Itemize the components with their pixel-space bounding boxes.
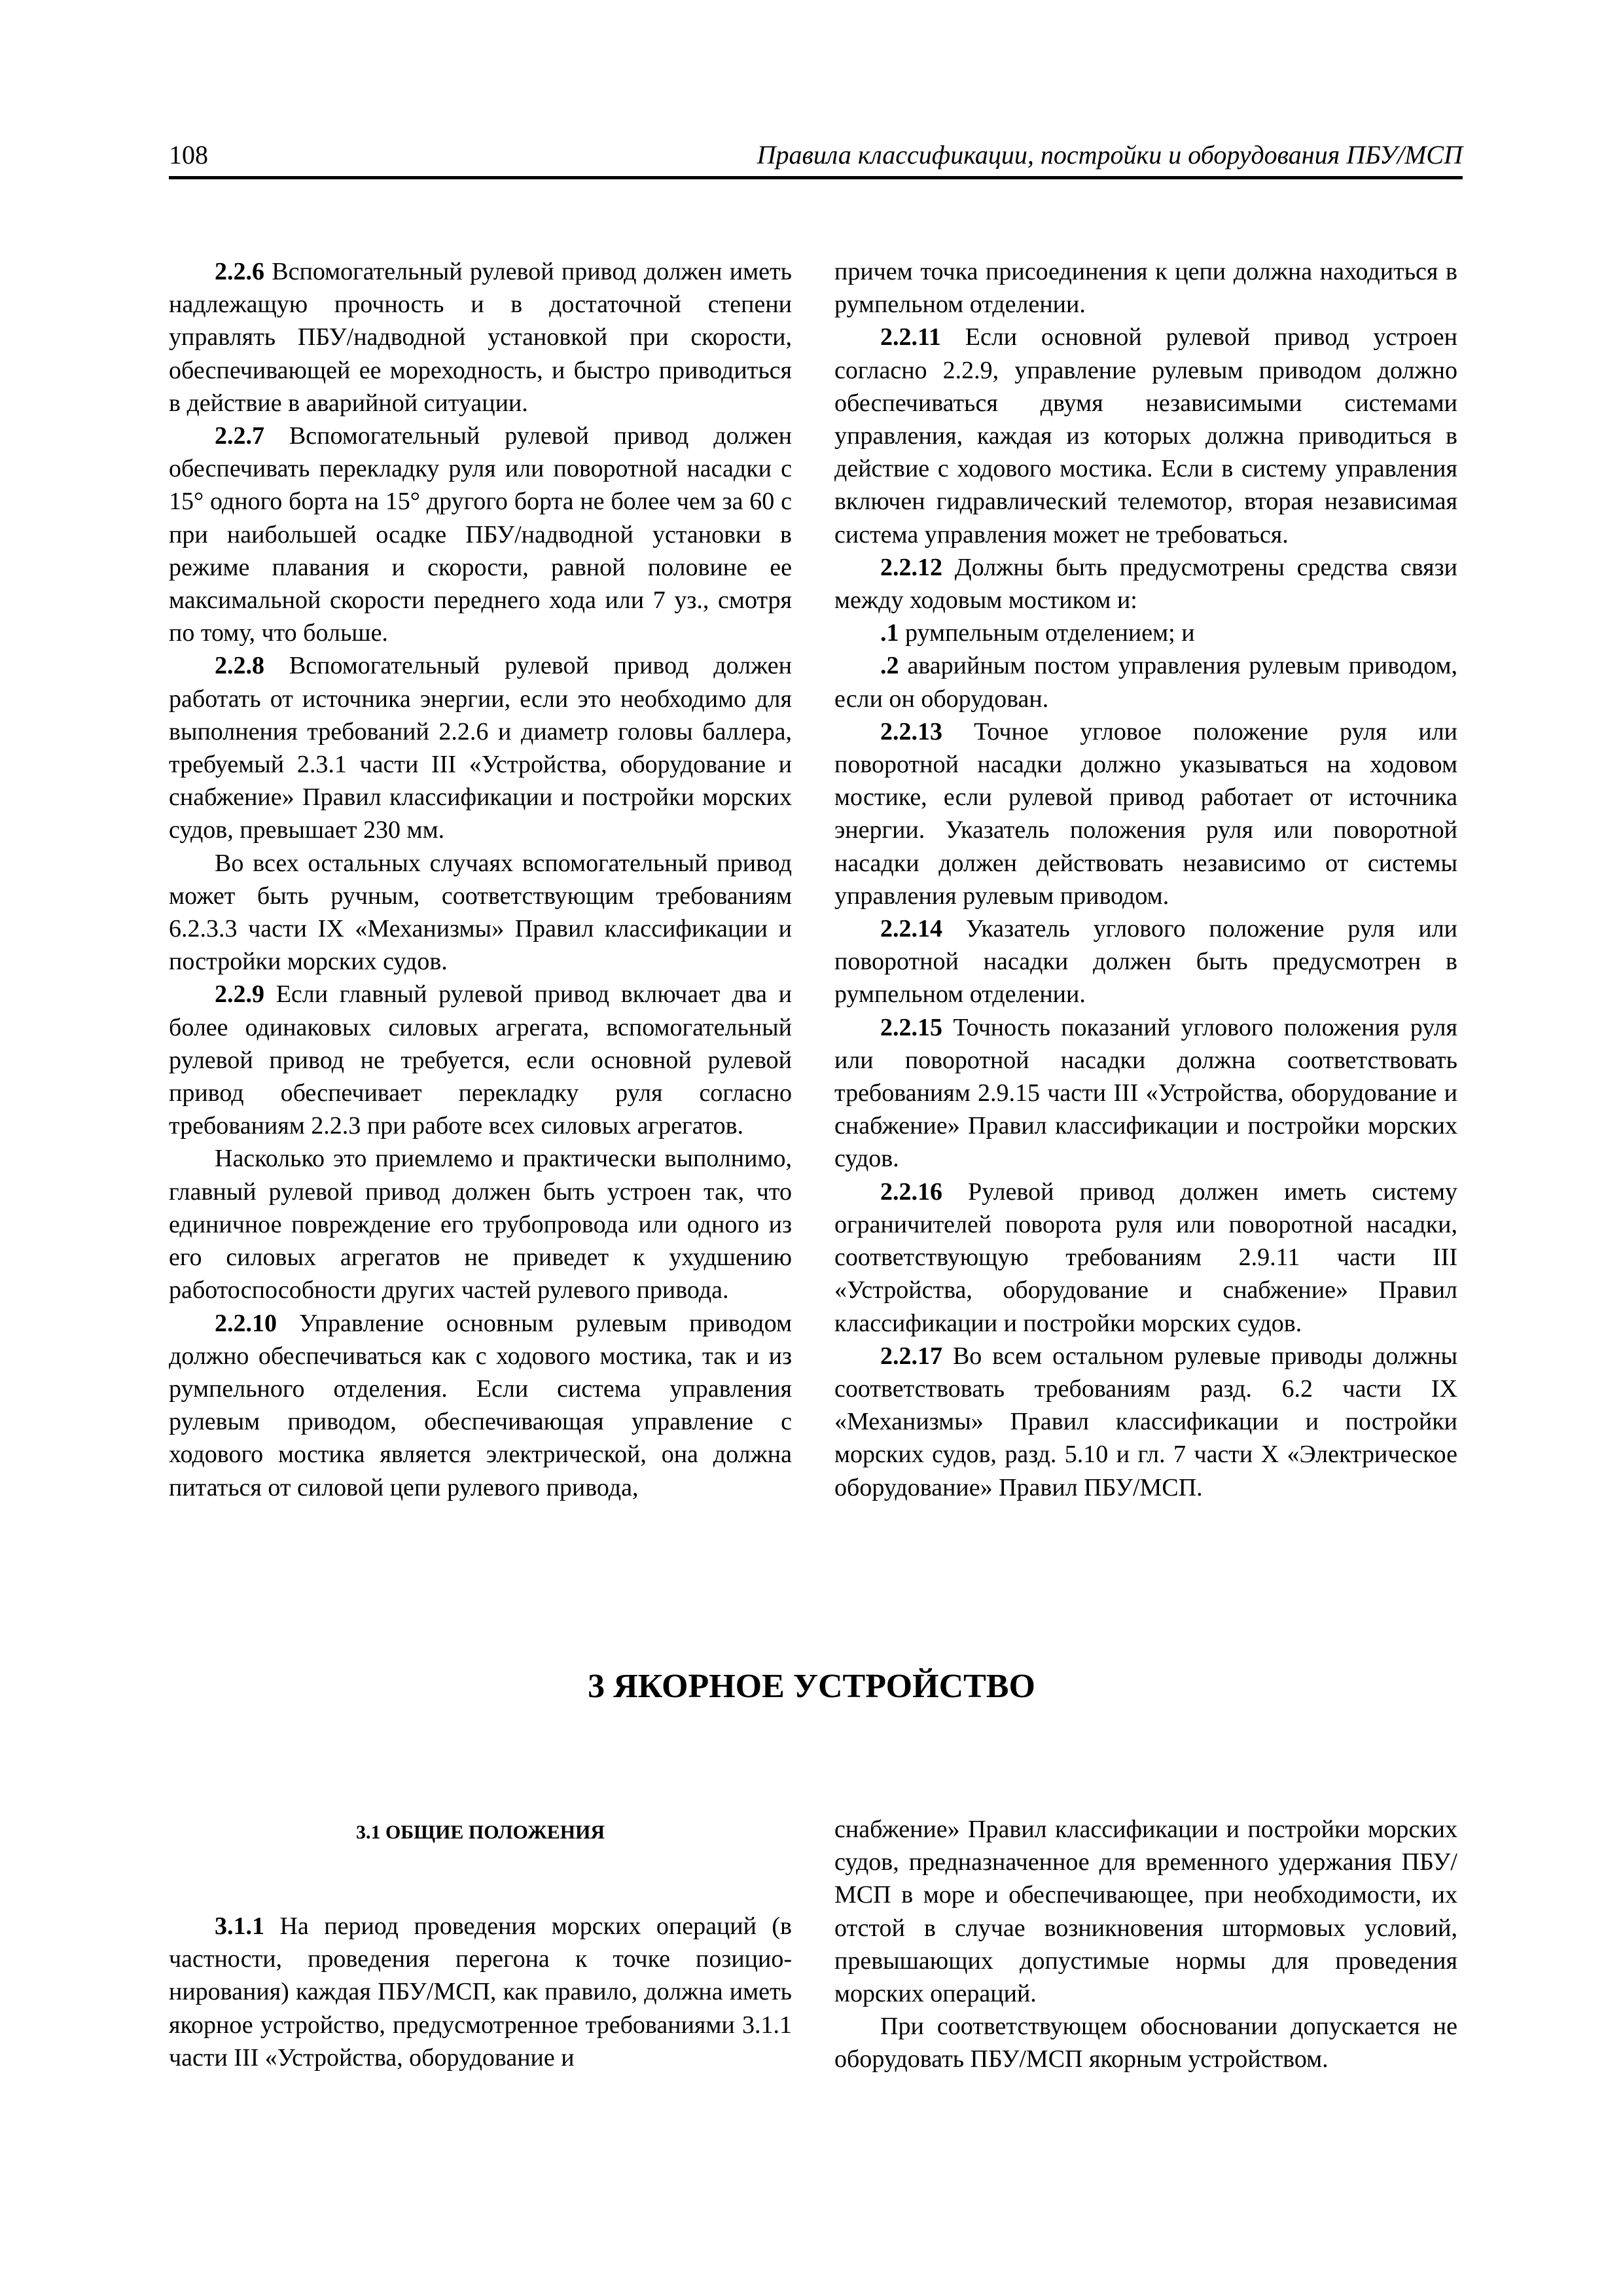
paragraph [834, 321, 1457, 550]
clause-number: 2.2.8 [215, 652, 264, 680]
paragraph [834, 912, 1457, 1011]
paragraph-text: снабжение» Правил классификации и постройки морских судов, предназначенное для временного удержания ПБУ/МСП в море и обеспечивающее, при необходимости, их отстой в случае возникновения штормовых условий, превышающих допустимые нормы для проведения морских операций. [834, 1816, 1457, 2008]
clause-number: .2 [880, 652, 899, 680]
clause-number: 3.1.1 [215, 1912, 264, 1940]
top-left-column [169, 255, 792, 1504]
clause-number: 2.2.17 [880, 1342, 942, 1370]
paragraph [169, 649, 792, 846]
paragraph-text: румпельным отделением; и [905, 619, 1195, 647]
paragraph-text: Точность показаний углового положения руля или поворотной насадки должна соответствовать требованиям 2.9.15 части III «Устройства, оборудование и снабжение» Правил классификации и постройки морских судов. [834, 1013, 1458, 1173]
page-number: 108 [169, 140, 208, 170]
clause-number: 2.2.7 [215, 422, 264, 450]
paragraph [834, 551, 1457, 617]
clause-number: 2.2.12 [880, 553, 942, 581]
paragraph [169, 1307, 792, 1504]
paragraph [834, 1813, 1457, 2010]
paragraph-text: Вспомогательный рулевой привод должен работать от источника энергии, если это необходимо для выполнения требований 2.2.6 и диаметр головы баллера, требуемый 2.3.1 части III «Устройства, оборудование и снабжение» Правил классификации и постройки морских судов, превышает 230 мм. [169, 652, 792, 844]
paragraph [169, 1142, 792, 1306]
paragraph-text: Если главный рулевой привод включает два и более одинаковых силовых агрегата, вспомогательный рулевой привод не требуется, если основной рулевой привод обеспечивает перекладку руля согласно требованиям 2.2.3 при работе всех силовых агрегатов. [169, 980, 793, 1140]
paragraph-text: Вспомогательный рулевой привод должен обеспечивать перекладку руля или поворотной насадки с 15° одного борта на 15° другого борта не более чем за 60 с при наибольшей осадке ПБУ/надводной установки в режиме плавания и скорости, равной половине ее максимальной скорости переднего хода или 7 уз., смотря по тому, что больше. [169, 422, 792, 647]
bottom-left-column [169, 1813, 792, 2074]
paragraph-text: Если основной рулевой привод устроен согласно 2.2.9, управление рулевым приводом должно обеспечиваться двумя независимыми системами управления, каждая из которых должна приводиться в действие с ходового мостика. Если в систему управления включен гидравлический телемотор, вторая независимая система управления может не требоваться. [834, 323, 1458, 548]
clause-number: 2.2.10 [215, 1309, 277, 1337]
paragraph [834, 1340, 1457, 1504]
clause-number: .1 [880, 619, 899, 647]
running-title: Правила классификации, постройки и оборудования ПБУ/МСП [757, 140, 1463, 170]
paragraph-text: Указатель углового положение руля или поворотной насадки должен быть предусмотрен в румпельном отделении. [834, 915, 1458, 1009]
paragraph [834, 2010, 1457, 2075]
paragraph-text: Рулевой привод должен иметь систему ограничителей поворота руля или поворотной насадки, соответствующую требованиям 2.9.11 части III «Устройства, оборудование и снабжение» Правил классификации и постройки морских судов. [834, 1177, 1458, 1337]
paragraph [834, 649, 1457, 715]
section-heading: 3.1 ОБЩИЕ ПОЛОЖЕНИЯ [355, 1821, 605, 1843]
paragraph-text: Управление основным рулевым приводом должно обеспечиваться как с ходового мостика, так и из румпельного отделения. Если система управления рулевым приводом, обеспечивающая управление с ходового мостика является электрической, она должна питаться от силовой цепи рулевого привода, [169, 1309, 792, 1501]
paragraph [834, 1011, 1457, 1175]
header-rule [169, 176, 1463, 179]
clause-number: 2.2.11 [880, 323, 941, 351]
top-right-column [834, 255, 1457, 1504]
paragraph-text: аварийным постом управления рулевым приводом, если он оборудован. [834, 652, 1458, 713]
paragraph [169, 1910, 792, 2074]
paragraph [169, 847, 792, 978]
paragraph-text: При соответствующем обосновании допускается не оборудовать ПБУ/МСП якорным устройством. [834, 2013, 1457, 2073]
paragraph [169, 978, 792, 1142]
paragraph-text: Должны быть предусмотрены средства связи между ходовым мостиком и: [834, 553, 1457, 615]
clause-number: 2.2.14 [880, 915, 942, 943]
paragraph-text: На период проведения морских операций (в частности, проведения перегона к точке позиционирования) каждая ПБУ/МСП, как правило, должна иметь якорное устройство, предусмотренное требованиями 3.1.1 части III «Устройства, оборудование и [169, 1912, 793, 2072]
paragraph-text: Во всем остальном рулевые приводы должны соответствовать требованиям разд. 6.2 части IX «Механизмы» Правил классификации и постройки морских судов, разд. 5.10 и гл. 7 части X «Электрическое оборудование» Правил ПБУ/МСП. [834, 1342, 1457, 1501]
bottom-right-column [834, 1813, 1457, 2076]
paragraph [169, 420, 792, 649]
chapter-title: 3 ЯКОРНОЕ УСТРОЙСТВО [588, 1668, 1035, 1705]
paragraph-text: Вспомогательный рулевой привод должен иметь надлежащую прочность и в достаточной степени управлять ПБУ/надводной установкой при скорости, обеспечивающей ее мореходность, и быстро приводиться в действие в аварийной ситуации. [169, 258, 792, 417]
paragraph [834, 715, 1457, 912]
clause-number: 2.2.16 [880, 1177, 942, 1206]
paragraph [169, 255, 792, 420]
paragraph-text: Насколько это приемлемо и практически выполнимо, главный рулевой привод должен быть устроен так, что единичное повреждение его трубопровода или одного из его силовых агрегатов не приведет к ухудшению работоспособности других частей рулевого привода. [169, 1145, 792, 1304]
clause-number: 2.2.6 [215, 258, 264, 285]
paragraph [834, 617, 1457, 649]
paragraph-text: Точное угловое положение руля или поворотной насадки должно указываться на ходовом мостике, если рулевой привод работает от источника энергии. Указатель положения руля или поворотной насадки должен действовать независимо от системы управления рулевым приводом. [834, 717, 1457, 910]
paragraph [834, 1175, 1457, 1340]
clause-number: 2.2.13 [880, 717, 942, 745]
paragraph-text: Во всех остальных случаях вспомогательный привод может быть ручным, соответствующим требованиям 6.2.3.3 части IX «Механизмы» Правил классификации и постройки морских судов. [169, 849, 792, 976]
clause-number: 2.2.15 [880, 1013, 942, 1041]
paragraph [834, 255, 1457, 321]
clause-number: 2.2.9 [215, 980, 264, 1009]
paragraph-text: причем точка присоединения к цепи должна находиться в румпельном отделении. [834, 258, 1457, 319]
